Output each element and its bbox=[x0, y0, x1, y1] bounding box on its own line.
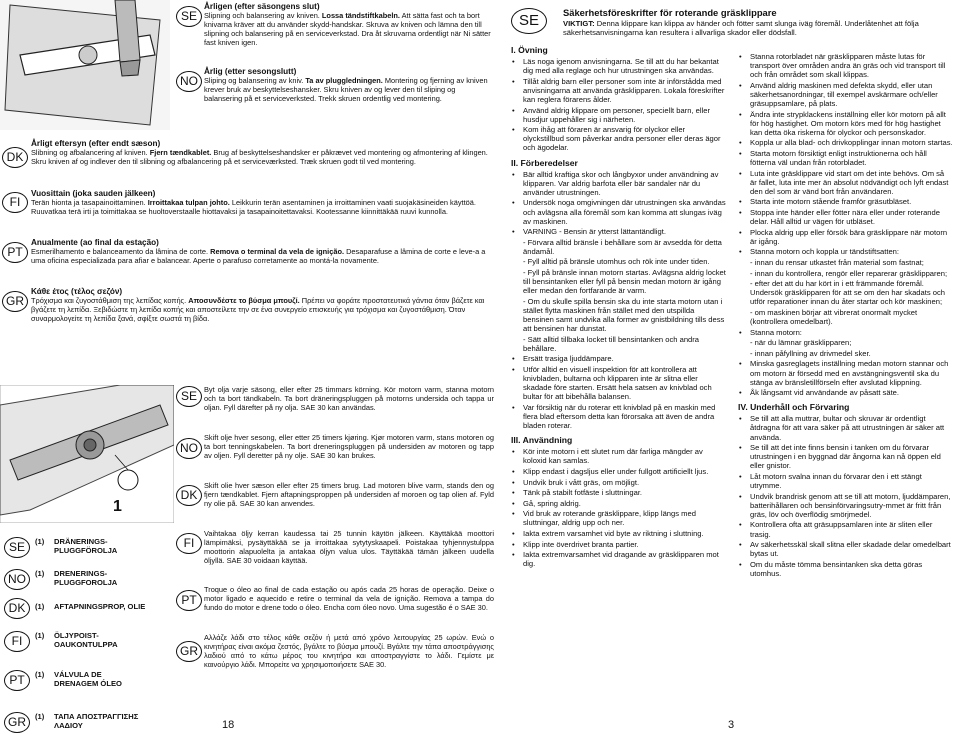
lang-badge-no: NO bbox=[176, 438, 202, 459]
safety-warning bbox=[505, 4, 953, 38]
lang-badge-pt: PT bbox=[2, 242, 28, 263]
lang-badge-se: SE bbox=[4, 537, 30, 558]
page-number-right: 3 bbox=[728, 719, 735, 731]
oil-change-se: Byt olja varje säsong, eller efter 25 timmars körning. Kör motorn varm, stanna motorn och ta bort tändkabeln. Ta bort dräneringspluggen på motorns undersida och tappa ur oljan. Fyll därefter på ny olja. SAE 30 kan användas. bbox=[204, 385, 494, 412]
lang-badge-fi: FI bbox=[4, 631, 30, 652]
list-item: • Undersök noga omgivningen där utrustningen ska användas och avlägsna alla föremål som kan komma att slungas iväg av maskinen. bbox=[511, 198, 726, 225]
oil-change-dk: Skift olie hver sæson eller efter 25 timers brug. Lad motoren blive varm, stands den og fjern tændkablet. Fjern aftapningsproppen på undersiden af moroen og tap olien af. Fyld ny olie på. SAE 30 kan anvendes. bbox=[204, 481, 494, 508]
list-item: • Klipp inte överdrivet branta partier. bbox=[511, 540, 726, 549]
legend-number: (1) bbox=[35, 631, 45, 640]
list-item: • Stanna rotorbladet när gräsklipparen måste lutas för transport över områden andra än gräs och vid transport till och från området som skall klippas. bbox=[738, 52, 953, 79]
lang-badge-dk: DK bbox=[176, 485, 202, 506]
list-item: • Starta inte motorn stående framför gräsutbläset. bbox=[738, 197, 953, 206]
section-heading: Anualmente (ao final da estação) bbox=[31, 238, 159, 247]
list-item: • Gå, spring aldrig. bbox=[511, 499, 726, 508]
list-item: • Se till att alla muttrar, bultar och skruvar är ordentligt åtdragna för att vara säker på att utrustningen är säker att använda. bbox=[738, 414, 953, 441]
annual-maintenance-fi: Vuosittain (joka sauden jälkeen) Terän hionta ja tasapainoittaminen. Irroittakaa tulpan johto. Leikkurin terän asentaminen ja irroittaminen vaati suojakäsineiden käyttöä. Ruuvatkaa terä irti ja toimittakaa se huoltoverstaalle hiottavaksi ja tasapainoitettavaksi. Kootessanne kiinnittäkää ruuvi kunnolla. bbox=[31, 189, 495, 217]
legend-item-pt: VÁLVULA DE DRENAGEM ÓLEO bbox=[54, 670, 122, 688]
annual-maintenance-pt: Anualmente (ao final da estação) Esmerilhamento e balanceamento da lâmina de corte. Remova o terminal da vela de ignição. Desaparafuse a lâmina de corte e leve-a a uma oficina especializada para afiar e balancear. Aperte o parafuso corretamente ao montá-la novamente. bbox=[31, 238, 495, 266]
list-item: • Undvik bruk i vått gräs, om möjligt. bbox=[511, 478, 726, 487]
section-heading: III. Användning bbox=[511, 435, 573, 446]
section-heading: Årligen (efter säsongens slut) bbox=[204, 2, 320, 11]
section-heading: II. Förberedelser bbox=[511, 157, 578, 168]
list-item: • Undvik brandrisk genom att se till att motorn, ljuddämparen, batterihållaren och bensinförvaringsutry-mmet är fritt från gräs, löv och överflödig smörjmedel. bbox=[738, 492, 953, 519]
legend-number: (1) bbox=[35, 670, 45, 679]
sub-list-item: - Förvara alltid bränsle i behållare som är avsedda för detta ändamål. bbox=[523, 237, 722, 256]
lang-badge-pt: PT bbox=[176, 590, 202, 611]
page-number-left: 18 bbox=[222, 719, 235, 731]
legend-number: (1) bbox=[35, 602, 45, 611]
list-item: • Iakta extremvarsamhet vid dragande av gräsklipparen mot dig. bbox=[511, 550, 726, 568]
sub-list-item: - om maskinen börjar att vibrerat onormalt mycket (kontrollera omedelbart). bbox=[750, 307, 918, 327]
list-item: • Kontrollera ofta att gräsuppsamlaren inte är sliten eller trasig. bbox=[738, 520, 953, 538]
blade-maintenance-figure bbox=[0, 0, 170, 135]
section-heading: Κάθε έτος (τέλος σεζόν) bbox=[31, 287, 123, 296]
sub-list-item: - efter det att du har kört in i ett främmande föremål. Undersök gräsklipparen för att se om den har skadats och utför reparationer innan du åter startar och kör maskinen; bbox=[750, 279, 946, 307]
lang-badge-fi: FI bbox=[2, 192, 28, 213]
lang-badge-no: NO bbox=[4, 569, 30, 590]
list-item: • Stoppa inte händer eller fötter nära eller under roterande delar. Håll alltid ur vägen för utbläset. bbox=[738, 208, 953, 226]
oil-change-pt: Troque o óleo ao final de cada estação ou após cada 25 horas de operação. Deixe o motor ligado e aquecido e retire o terminal da vela de ignição. Remova a tampa do fundo do motor e drene todo o óleo. Encha com óleo novo. Uma sugestão é o SAE 30. bbox=[204, 585, 494, 612]
lang-badge-no: NO bbox=[176, 71, 202, 92]
list-item: • Klipp endast i dagsljus eller under fullgott artificiellt ljus. bbox=[511, 467, 726, 476]
lang-badge-dk: DK bbox=[4, 598, 30, 619]
list-item: • Starta motorn försiktigt enligt instruktionerna och håll fötterna väl undan från rotorbladet. bbox=[738, 149, 953, 167]
list-item: • Tillåt aldrig barn eller personer som inte är införstådda med anvisningarna att använda gräsklipparen. Lokala föreskrifter kan reglera förarens ålder. bbox=[511, 77, 726, 104]
figure-number: 1 bbox=[113, 498, 122, 515]
list-item: • Åk långsamt vid användande av påsatt säte. bbox=[738, 388, 953, 397]
annual-maintenance-dk: Årligt eftersyn (efter endt sæson) Slibning og afbalancering af kniven. Fjern tændkablet. Brug af beskyttelseshandsker er påkrævet ved montering og afmontering af klingen. Skru kniven af og indlever den til slibning og afbalancering på et serviceværksted. Træk skruen godt til ved montering. bbox=[31, 139, 495, 167]
annual-maintenance-gr: Κάθε έτος (τέλος σεζόν) Τρόχισμα και ζυγοστάθμιση της λεπίδας κοπής. Αποσυνδέστε το βύσμα μπουζί. Πρέπει να φοράτε προστατευτικά γάντια όταν βάζετε και βγάζετε τη λεπίδα. Ξεβιδώστε τη λεπίδα κοπής και αποστείλετε την σε ένα συνεργείο επισκευής για τρόχισμα και ζυγοστάθμιση. Όταν συναρμολογείτε τη λεπίδα ξανά, σφίξτε σωστά τη βίδα. bbox=[31, 287, 495, 324]
oil-change-fi: Vaihtakaa öljy kerran kaudessa tai 25 tunnin käytön jälkeen. Käyttäkää moottori lämpimäksi, pysäyttäkää se ja irroittakaa sytytyskaapeli. Poistakaa tyhjennystulppa moottorin alapuolelta ja antakaa öljyn valua ulos. Täyttäkää tämän jälkeen uudella öljyllä. SAE 30 voidaan käyttää. bbox=[204, 529, 494, 565]
list-item: • Se till att det inte finns bensin i tanken om du förvarar utrustningen i en byggnad där ångorna kan nå öppen eld eller gnistor. bbox=[738, 443, 953, 470]
sub-list-item: - innan du rensar utkastet från material som fastnat; bbox=[750, 257, 924, 267]
list-item: • Luta inte gräsklippare vid start om det inte behövs. Om så är fallet, luta inte mer än absolut nödvändigt och lyft endast den del som är vänd bort från användaren. bbox=[738, 169, 953, 196]
lang-badge-se: SE bbox=[511, 8, 547, 34]
annual-maintenance-no: Årlig (etter sesongslutt) Sliping og balansering av kniv. Ta av pluggledningen. Montering og fjerning av kniven krever bruk av beskyttelseshansker. Skru kniven av og lever den til sliping og balansering på et serviceverksted. Trekk skruen ordentlig ved montering. bbox=[204, 67, 494, 104]
lang-badge-dk: DK bbox=[2, 147, 28, 168]
oil-change-no: Skift olje hver sesong, eller etter 25 timers kjøring. Kjør motoren varm, stans motoren og ta bort tenningskabelen. Ta bort dreneringspluggen på undersiden av motoren og tapp av oljen. Fyll deretter på ny olje. SAE 30 kan brukes. bbox=[204, 433, 494, 460]
safety-column-left bbox=[511, 40, 726, 570]
lang-badge-pt: PT bbox=[4, 670, 30, 691]
oil-drain-figure bbox=[0, 385, 174, 523]
list-item: • Kom ihåg att föraren är ansvarig för olyckor eller olyckstillbud som påverkar andra personer eller deras ägor och ägodelar. bbox=[511, 125, 726, 152]
list-item: • Om du måste tömma bensintanken ska detta göras utomhus. bbox=[738, 560, 953, 578]
annual-maintenance-se: Årligen (efter säsongens slut) Slipning och balansering av kniven. Lossa tändstiftkabeln. Att sätta fast och ta bort knivarna kräver att du använder skydd-handskar. Skruva av kniven och lämna den till slipning och balansering på en serviceverkstad. Dra åt skruvarna ordentligt när Ni sätter fast kniven igen. bbox=[204, 2, 494, 48]
legend-item-fi: ÖLJYPOIST- OAUKONTULPPA bbox=[54, 631, 118, 649]
lang-badge-se: SE bbox=[176, 6, 202, 27]
list-item: • Var försiktig när du roterar ett knivblad på en maskin med flera blad eftersom detta kan förorsaka att även de andra bladen roterar. bbox=[511, 403, 726, 430]
list-item: • Bär alltid kraftiga skor och långbyxor under användning av klipparen. Var aldrig barfota eller bär sandaler när du använder utrustningen. bbox=[511, 170, 726, 197]
section-heading: Årligt eftersyn (efter endt sæson) bbox=[31, 139, 161, 148]
list-item: • Läs noga igenom anvisningarna. Se till att du har bekantat dig med alla reglage och hur utrustningen ska användas. bbox=[511, 57, 726, 75]
list-item: • Kör inte motorn i ett slutet rum där farliga mängder av koloxid kan samlas. bbox=[511, 447, 726, 465]
list-item: • Stanna motorn och koppla ur tändstiftsatten: bbox=[738, 247, 953, 256]
legend-number: (1) bbox=[35, 712, 45, 721]
list-item: • Utför alltid en visuell inspektion för att kontrollera att knivbladen, bultarna och klipparen inte är slitna eller skadade före starten. Ersätt hela satsen av knivblad och bultar för att bibehålla balansen. bbox=[511, 365, 726, 401]
section-heading: Vuosittain (joka sauden jälkeen) bbox=[31, 189, 156, 198]
oil-change-gr: Αλλάζε λάδι στο τέλος κάθε σεζόν ή μετά από χρόνο λειτουργίας 25 ωρών. Ενώ ο κινητήρας είναι ακόμα ζεστός, βγάλτε το βύσμα μπουζί. Βγάλτε την τάπα αποστράγγισης λαδιού από το κάτω μέρος του κινητήρα και αποστραγγίστε το λάδι. Γεμίστε με καινούργιο λάδι. Μπορείτε να χρησιμοποιήσετε SAE 30. bbox=[204, 633, 494, 669]
list-item: • Plocka aldrig upp eller försök bära gräsklippare när motorn är igång. bbox=[738, 228, 953, 246]
lang-badge-fi: FI bbox=[176, 533, 202, 554]
list-item: • Vid bruk av roterande gräsklippare, klipp längs med sluttningar, aldrig upp och ner. bbox=[511, 509, 726, 527]
sub-list-item: - Fyll på bränsle innan motorn startas. Avlägsna aldrig locket till bensintanken eller fyll på bensin medan motorn är igång eller medan den fortfarande är varm. bbox=[523, 268, 726, 296]
safety-column-right bbox=[738, 52, 953, 579]
warning-text: VIKTIGT: Denna klippare kan klippa av händer och fötter samt slunga iväg föremål. Underlåtenhet att följa säkerhetsanvisningarna kan resultera i allvarliga skador eller dödsfall. bbox=[563, 19, 919, 37]
sub-list-item: - innan påfyllning av drivmedel sker. bbox=[750, 348, 871, 358]
lang-badge-se: SE bbox=[176, 386, 202, 407]
sub-list-item: - Fyll alltid på bränsle utomhus och rök inte under tiden. bbox=[523, 257, 710, 267]
sub-list-item: - Sätt alltid tillbaka locket till bensintanken och andra behållare. bbox=[523, 334, 700, 353]
legend-item-se: DRÄNERINGS- PLUGGFÖROLJA bbox=[54, 537, 118, 555]
warning-title: Säkerhetsföreskrifter för roterande gräsklippare bbox=[563, 7, 777, 18]
sub-list-item: - innan du kontrollera, rengör eller reparerar gräsklipparen; bbox=[750, 268, 948, 278]
list-item: • Använd aldrig maskinen med defekta skydd, eller utan säkerhetsanordningar, till exempel avskärmare och/eller gräsuppsamlare, på plats. bbox=[738, 81, 953, 108]
section-heading: I. Övning bbox=[511, 45, 548, 55]
lang-badge-gr: GR bbox=[2, 291, 28, 312]
list-item: • Låt motorn svalna innan du förvarar den i ett stängt utrymme. bbox=[738, 472, 953, 490]
legend-number: (1) bbox=[35, 569, 45, 578]
section-heading: IV. Underhåll och Förvaring bbox=[738, 402, 850, 413]
legend-item-dk: AFTAPNINGSPROP, OLIE bbox=[54, 602, 146, 611]
legend-number: (1) bbox=[35, 537, 45, 546]
sub-list-item: - när du lämnar gräsklipparen; bbox=[750, 338, 852, 348]
list-item: • Ersätt trasiga ljuddämpare. bbox=[511, 354, 726, 363]
lang-badge-gr: GR bbox=[176, 641, 202, 662]
list-item: • Tänk på stabilt fotfäste i sluttningar. bbox=[511, 488, 726, 497]
legend-item-no: DRENERINGS- PLUGGFOROLJA bbox=[54, 569, 118, 587]
list-item: • Av säkerhetsskäl skall slitna eller skadade delar omedelbart bytas ut. bbox=[738, 540, 953, 558]
list-item: • Stanna motorn: bbox=[738, 328, 953, 337]
sub-list-item: - Om du skulle spilla bensin ska du inte starta motorn utan i stället flytta maskinen från stället med den utspillda bensinen samt undvika alla former av gnistbildning tills dess att bensinen har dunstat. bbox=[523, 296, 725, 334]
lang-badge-gr: GR bbox=[4, 712, 30, 733]
list-item: • Ändra inte strypklackens inställning eller kör motorn på allt för hög hastighet. Om motorn körs med för hög hastighet kan detta öka riskerna för olyckor och personskador. bbox=[738, 110, 953, 137]
list-item: • Koppla ur alla blad- och drivkopplingar innan motorn startas. bbox=[738, 138, 953, 147]
list-item: • VARNING - Bensin är ytterst lättantändligt. bbox=[511, 227, 726, 236]
section-heading: Årlig (etter sesongslutt) bbox=[204, 67, 297, 76]
list-item: • Minska gasreglagets inställning medan motorn stannar och om motorn är försedd med en avstängningsventil ska du stänga av bränsletillförseln efter avslutad klippning. bbox=[738, 359, 953, 386]
list-item: • Iakta extrem varsamhet vid byte av riktning i sluttning. bbox=[511, 529, 726, 538]
legend-item-gr: ΤΑΠΑ ΑΠΟΣΤΡΑΓΓΙΣΗΣ ΛΑΔΙΟΥ bbox=[54, 712, 139, 730]
list-item: • Använd aldrig klippare om personer, speciellt barn, eller husdjur uppehåller sig i närheten. bbox=[511, 106, 726, 124]
